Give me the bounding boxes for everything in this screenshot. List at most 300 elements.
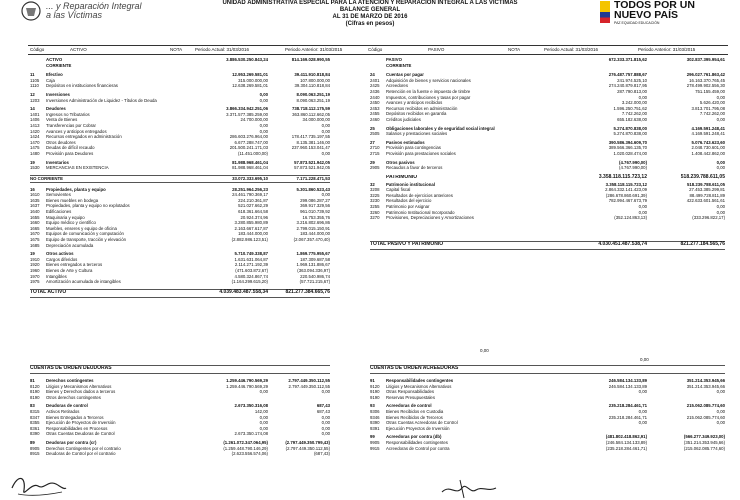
row-current: (235.218.284.461,71)	[605, 445, 647, 451]
row-current: 0,00	[259, 420, 268, 426]
row-current: 201.500.241.171,03	[229, 145, 268, 151]
row-previous: 299.086.287,27	[300, 197, 330, 203]
row-code: 2453	[370, 105, 380, 111]
assets-total: TOTAL ACTIVO 4.039.483.487.558,34 821.277.384.665,76	[30, 289, 330, 298]
row-code: 1406	[30, 117, 40, 123]
row-current: 246.584.134.133,89	[608, 378, 647, 383]
row-label: Derechos contingentes	[46, 378, 94, 383]
table-row	[30, 165, 330, 171]
row-current: (4.767.990,00)	[619, 165, 647, 171]
row-current: 5.274.870.838,00	[613, 125, 647, 131]
row-label: Bienes Recibidos en Custodia	[386, 408, 444, 414]
row-label: Deudores	[46, 106, 66, 112]
row-previous: 0,00	[716, 159, 725, 165]
row-current: (481.802.418.862,91)	[605, 434, 647, 440]
row-code: 99	[370, 434, 375, 440]
row-label: Responsabilidades contingentes	[386, 439, 448, 445]
row-current: 1.596.250.751,62	[613, 105, 647, 111]
row-label: Salarios y prestaciones sociales	[386, 131, 448, 137]
row-current: (352.124.863,13)	[614, 215, 647, 221]
row-label: Propiedades, planta y equipo	[46, 186, 106, 192]
row-code: 2436	[370, 88, 380, 94]
report-title	[180, 0, 560, 28]
row-previous: 278.499.902.556,30	[686, 83, 725, 89]
assets-current-label: CORRIENTE	[46, 62, 72, 68]
patrimonio-rows	[370, 182, 725, 221]
row-code: 24	[370, 72, 375, 78]
col-nota-r: NOTA	[508, 47, 521, 52]
row-previous: 2.048.730.601,00	[691, 145, 725, 151]
row-label: Retención en la fuente e impuesto de timbre	[386, 88, 471, 94]
row-previous: 237.960.153.041,47	[291, 145, 330, 151]
row-current: (471.603.872,67)	[235, 268, 268, 273]
row-code: 2715	[370, 150, 380, 156]
row-code: 2905	[370, 165, 380, 171]
row-previous: 2.797.449.350.112,55	[288, 378, 330, 383]
row-current: 0,00	[638, 209, 647, 215]
row-current: 81.988.968.461,04	[232, 159, 268, 165]
row-previous: 34.000.000,00	[302, 117, 330, 123]
row-label: Otros derechos contingentes	[46, 394, 101, 400]
signature-right	[440, 478, 500, 500]
row-previous: 1.969.131.886,67	[296, 262, 330, 268]
row-previous: 215.062.085.774,60	[686, 414, 725, 420]
row-previous: 39.304.110.818,84	[294, 83, 330, 89]
row-label: Efectivo	[46, 72, 63, 78]
row-code: 19	[30, 251, 35, 257]
row-label: Impuestos, contribuciones y tasas por pagar	[386, 94, 471, 100]
row-previous: 351.214.353.945,66	[686, 383, 725, 389]
row-current: 0,00	[638, 389, 647, 395]
row-current: (246.584.134.133,89)	[605, 439, 647, 445]
row-current: 4.580.324.867,74	[234, 273, 268, 279]
row-label: Recaudos a favor de terceros	[386, 165, 443, 171]
row-label: Patrimonio institucional	[386, 181, 435, 187]
row-label: Inversiones	[46, 91, 70, 97]
row-previous: 2.799.015.150,91	[296, 225, 330, 231]
row-label: Maquinaria y equipo	[46, 214, 85, 220]
row-label: Responsabilidades contingentes	[386, 378, 454, 383]
row-label: Adquisición de bienes y servicios nacionales	[386, 77, 471, 83]
row-previous: 5.626.420,00	[699, 100, 725, 106]
row-current: 618.361.664,58	[238, 209, 268, 215]
row-previous: 57.873.521.942,05	[294, 165, 330, 171]
row-previous: 3.216.802.696,86	[296, 220, 330, 226]
row-current: 0,00	[259, 122, 268, 128]
row-label: Capital fiscal	[386, 187, 411, 193]
row-label: Resultados del ejercicio	[386, 198, 432, 204]
row-label: Pasivos estimados	[386, 139, 425, 145]
row-current: 2.163.667.617,87	[234, 225, 268, 231]
row-code: 8347	[30, 414, 40, 420]
title-line-2: BALANCE GENERAL	[339, 7, 401, 13]
row-current: (2.882.986.123,51)	[231, 237, 268, 243]
row-previous: 0,00	[716, 94, 725, 100]
row-code: 1660	[30, 220, 40, 226]
row-previous: 363.860.112.662,05	[292, 111, 330, 117]
entity-logo	[20, 0, 190, 22]
row-label: Activos Retirados	[46, 408, 80, 414]
row-previous: 0,00	[716, 389, 725, 395]
government-logo	[600, 0, 740, 28]
row-current: 0,00	[259, 414, 268, 420]
table-row	[30, 279, 330, 285]
row-current: 7.742.262,00	[621, 111, 647, 117]
row-previous: 0,00	[321, 431, 330, 437]
row-previous: 4.169.591.248,41	[691, 131, 725, 137]
row-previous: 16.753.355,76	[302, 214, 330, 220]
row-previous: 57.873.521.942,05	[294, 159, 330, 165]
row-current: 0,00	[638, 408, 647, 414]
row-code: 1975	[30, 279, 40, 285]
row-current: 246.584.134.133,89	[608, 383, 647, 389]
row-previous: 187.309.687,58	[300, 256, 330, 262]
logo-left-line-2: a las Víctimas	[46, 10, 103, 20]
row-code: 2460	[370, 116, 380, 122]
row-code: 1640	[30, 209, 40, 215]
row-label: Deudoras de Control por el contrario	[46, 451, 116, 457]
row-code: 1920	[30, 262, 40, 268]
orden-deudoras-panel	[30, 365, 330, 457]
row-label: Semovientes	[46, 192, 71, 198]
row-code: 1665	[30, 225, 40, 231]
row-code: 1530	[30, 165, 40, 171]
col-activo: ACTIVO	[70, 47, 87, 52]
row-code: 1970	[30, 273, 40, 279]
row-code: 8361	[30, 425, 40, 431]
row-current: 5.710.749.338,87	[234, 251, 268, 257]
row-current: 235.218.284.461,71	[608, 403, 647, 409]
row-label: Bienes Recibidos de Terceros	[386, 414, 443, 420]
row-label: Acreedores	[386, 83, 408, 89]
row-label: Bienes entregados a terceros	[46, 262, 103, 268]
row-code: 1637	[30, 203, 40, 209]
row-label: Intangibles	[46, 273, 67, 279]
assets-rows	[30, 72, 330, 171]
row-current: 389.566.366.135,70	[608, 145, 647, 151]
assets-rows-noncurrent	[30, 187, 330, 285]
row-previous: (687,43)	[313, 451, 330, 457]
row-previous: 0,00	[321, 414, 330, 420]
row-previous: 0,00	[321, 128, 330, 134]
row-label: Bienes de Arte y Cultura	[46, 268, 93, 273]
row-code: 1401	[30, 111, 40, 117]
row-current: 0,00	[259, 97, 268, 103]
row-code: 8905	[30, 445, 40, 451]
row-current: 1.631.631.064,87	[234, 256, 268, 262]
row-code: 3270	[370, 215, 380, 221]
row-code: 14	[30, 106, 35, 112]
row-previous: 4.169.591.248,41	[691, 125, 725, 131]
liabilities-panel	[370, 57, 725, 250]
row-label: Ejecución Proyectos de Inversión	[386, 425, 450, 431]
row-current: 0,00	[259, 425, 268, 431]
row-current: 2.114.271.192,39	[234, 262, 268, 268]
signature-left	[8, 470, 68, 500]
row-previous: (363.094.336,97)	[297, 268, 330, 273]
row-code: 8915	[30, 451, 40, 457]
row-current: (286.678.860.691,39)	[605, 192, 647, 198]
row-code: 3208	[370, 187, 380, 193]
coat-of-arms-icon	[20, 0, 42, 22]
row-code: 81	[30, 378, 35, 383]
row-label: Litigios y Mecanismos Alternativos	[386, 383, 452, 389]
flag-icon	[600, 1, 610, 23]
row-code: 1670	[30, 231, 40, 237]
assets-noncurrent: NO CORRIENTE 33.072.333.695,10 7.171.228.471,53	[30, 175, 330, 181]
row-code: 2440	[370, 94, 380, 100]
row-code: 2505	[370, 131, 380, 137]
row-label: Otros pasivos	[386, 159, 415, 165]
row-previous: (215.062.085.774,60)	[683, 445, 725, 451]
logo-left-line-1: ... y Reparación Integral	[46, 1, 142, 11]
row-current: 0,00	[638, 420, 647, 426]
row-current: 782.994.467.673,79	[608, 198, 647, 204]
row-code: 3230	[370, 198, 380, 204]
row-code: 1105	[30, 77, 40, 83]
row-label: MERCANCIAS EN EXISTENCIA	[46, 165, 109, 171]
row-previous: 296.027.761.863,42	[686, 72, 725, 78]
row-current: 24.700.000,00	[240, 117, 268, 123]
row-code: 8315	[30, 408, 40, 414]
row-label: Cuentas por pagar	[386, 72, 424, 78]
row-code: 3255	[370, 204, 380, 210]
row-current: 224.210.361,87	[238, 197, 268, 203]
row-previous: 0,00	[716, 204, 725, 210]
row-current: 2.673.350.174,08	[234, 431, 268, 437]
row-code: 1910	[30, 256, 40, 262]
row-label: Avances y anticipos recibidos	[386, 100, 443, 106]
row-label: Acreedoras de Control por contra	[386, 445, 450, 451]
orden-acreedoras-panel	[370, 365, 725, 451]
row-code: 1424	[30, 134, 40, 140]
row-code: 93	[370, 403, 375, 409]
row-previous: 8.090.063.251,19	[296, 97, 330, 103]
row-current: 0,00	[638, 94, 647, 100]
row-code: 1675	[30, 237, 40, 243]
row-label: Derechos Contingentes por el contrario	[46, 445, 121, 451]
row-current: 3.358.118.115.723,12	[605, 181, 647, 187]
row-label: Depreciación acumulada	[46, 242, 94, 248]
row-code: 8120	[30, 383, 40, 389]
orden-deudoras-header: CUENTAS DE ORDEN DEUDORAS	[30, 365, 330, 374]
row-label: Venta de Bienes	[46, 117, 78, 123]
row-label: Caja	[46, 77, 55, 83]
row-previous: 1.869.775.955,67	[296, 251, 330, 257]
row-code: 3225	[370, 192, 380, 198]
row-current: 28.251.964.256,23	[232, 186, 268, 192]
row-code: 1413	[30, 122, 40, 128]
row-code: 3260	[370, 209, 380, 215]
row-code: 8390	[30, 431, 40, 437]
row-previous: (2.067.357.470,40)	[293, 237, 330, 243]
row-previous: 7.742.262,00	[699, 111, 725, 117]
row-previous: (2.797.449.350.799,43)	[285, 439, 330, 445]
header-rule-top	[28, 45, 728, 46]
row-label: Muebles, enseres y equipo de oficina	[46, 225, 117, 231]
row-previous: (57.721.215,67)	[299, 279, 330, 285]
row-code: 25	[370, 125, 375, 131]
row-code: 29	[370, 159, 375, 165]
row-previous: 961.010.739,92	[300, 209, 330, 215]
row-code: 27	[370, 139, 375, 145]
row-code: 9905	[370, 439, 380, 445]
row-previous: 5.301.860.523,43	[296, 186, 330, 192]
row-code: 32	[370, 181, 375, 187]
row-previous: 16.163.370.765,45	[689, 77, 725, 83]
row-label: Ejecución de Proyectos de Inversión	[46, 420, 116, 426]
row-previous: (351.214.353.945,66)	[683, 439, 725, 445]
row-previous: 178.417.735.197,55	[291, 134, 330, 140]
row-label: Recursos entregados en administración	[46, 134, 122, 140]
row-previous: 5.076.743.623,60	[691, 139, 725, 145]
row-code: 1685	[30, 242, 40, 248]
row-code: 9915	[370, 445, 380, 451]
row-code: 83	[30, 403, 35, 409]
row-current: 390.586.394.609,70	[608, 139, 647, 145]
assets-panel	[30, 57, 330, 298]
row-code: 9390	[370, 420, 380, 426]
patrimonio-header: PATRIMONIO 3.358.118.115.723,12 518.239.788.611,05	[386, 173, 725, 180]
row-code: 11	[30, 72, 35, 78]
row-code: 2401	[370, 77, 380, 83]
row-current: 3.371.577.385.259,00	[226, 111, 268, 117]
row-code: 9346	[370, 414, 380, 420]
row-previous: 39.411.910.818,84	[294, 72, 330, 78]
row-current: 655.182.638,00	[617, 116, 647, 122]
row-label: Reservas Presupuestales	[386, 394, 435, 400]
row-code: 1480	[30, 150, 40, 156]
row-label: Acreedoras de control	[386, 403, 432, 409]
logo-right-line-3: PAZ EQUIDAD EDUCACIÓN	[614, 21, 660, 25]
row-current: 286.603.276.964,00	[229, 134, 268, 140]
row-code: 2450	[370, 100, 380, 106]
row-code: 1110	[30, 83, 39, 89]
logo-right-line-1: TODOS POR UN	[614, 0, 695, 11]
row-label: Patrimonio por Asignar	[386, 204, 430, 210]
table-row	[370, 165, 725, 171]
row-code: 8190	[30, 389, 40, 395]
row-code: 1203	[30, 97, 40, 103]
row-current: (2.623.556.574,06)	[231, 451, 268, 457]
row-code: 1420	[30, 128, 40, 134]
row-current: 521.027.662,29	[238, 203, 268, 209]
row-previous: 0,00	[716, 165, 725, 171]
row-current: 3.866.334.942.251,06	[226, 106, 268, 112]
logo-right-line-2: NUEVO PAÍS	[614, 9, 678, 21]
row-label: Otras Responsabilidades	[386, 389, 435, 395]
row-label: Edificaciones	[46, 209, 72, 215]
row-label: Responsabilidades en Procesos	[46, 425, 108, 431]
row-previous: 0,00	[716, 116, 725, 122]
row-current: 315.000.000,00	[238, 77, 268, 83]
liabilities-rows	[370, 72, 725, 171]
table-row	[370, 446, 725, 452]
row-label: Deudoras por contra (cr)	[46, 439, 97, 445]
row-current: 2.673.350.316,08	[234, 403, 268, 409]
row-previous: 0,00	[321, 122, 330, 128]
row-label: Ingresos no Tributarios	[46, 111, 90, 117]
row-label: Cargos diferidos	[46, 256, 78, 262]
row-previous: (2.797.449.350.112,55)	[285, 445, 330, 451]
row-label: Patrimonio Institucional Incorporado	[386, 209, 455, 215]
row-previous: 687,43	[316, 403, 330, 409]
row-code: 9120	[370, 383, 380, 389]
row-previous: 738.718.112.175,59	[292, 106, 330, 112]
row-current: 274.240.879.817,95	[608, 83, 647, 89]
col-actual-r: Periodo Actual: 31/03/2016	[544, 47, 599, 52]
row-previous: 422.633.601.561,61	[686, 198, 725, 204]
row-label: Provisiones, Depreciaciones y Amortizaciones	[386, 215, 474, 221]
orden-deudoras-rows	[30, 378, 330, 457]
row-code: 2455	[370, 111, 380, 117]
row-label: Bienes muebles en bodega	[46, 197, 99, 203]
row-code: 2710	[370, 145, 380, 151]
row-previous: 27.453.385.299,81	[689, 187, 725, 193]
row-current: 12.638.269.581,01	[232, 83, 268, 89]
row-current: 0,00	[259, 91, 268, 97]
row-label: Obligaciones laborales y de seguridad social integral	[386, 125, 495, 131]
row-label: Bienes Entregados a Terceros	[46, 414, 104, 420]
row-previous: 220.540.986,74	[300, 273, 330, 279]
row-previous: 183.444.000,00	[300, 231, 330, 237]
row-label: Equipo de transporte, tracción y elevación	[46, 237, 127, 243]
row-current: 20.924.374,96	[240, 214, 268, 220]
row-label: Inventarios	[46, 159, 69, 165]
liabilities-current-label: CORRIENTE	[386, 62, 412, 68]
row-label: Recursos recibidos en administración	[386, 105, 458, 111]
row-current: 287.790.813,00	[617, 88, 647, 94]
row-label: Amortización acumulada de intangibles	[46, 279, 121, 285]
row-current: 142,00	[254, 408, 268, 414]
col-code: Código	[30, 47, 45, 52]
row-code: 9306	[370, 408, 380, 414]
row-label: Bienes y Derechos dados a terceros	[46, 389, 116, 395]
row-current: 241.974.525,10	[617, 77, 647, 83]
row-previous: 8.135.381.146,00	[296, 139, 330, 145]
row-label: Créditos judiciales	[386, 116, 421, 122]
row-code: 1960	[30, 268, 40, 273]
row-previous: 215.062.085.774,60	[686, 403, 725, 409]
row-code: 9190	[370, 394, 380, 400]
row-code: 1635	[30, 197, 40, 203]
row-label: Otros activos	[46, 251, 74, 257]
row-label: Propiedades, planta y equipo no explotados	[46, 203, 130, 209]
row-label: Acreedoras por contra (db)	[386, 434, 442, 440]
liabilities-total: TOTAL PASIVO Y PATRIMONIO 4.030.451.487.538,74 821.277.184.565,76	[370, 241, 725, 250]
col-actual: Periodo Actual: 31/03/2016	[195, 47, 250, 52]
title-line-1: UNIDAD ADMINISTRATIVA ESPECIAL PARA LA ATENCION Y REPARACION INTEGRAL A LAS VICTIMAS	[222, 0, 518, 6]
row-label: Transferencias por Cobrar	[46, 122, 96, 128]
orden-acreedoras-rows	[370, 378, 725, 451]
row-code: 91	[370, 378, 375, 383]
title-line-4: (Cifras en pesos)	[345, 21, 395, 27]
row-code: 9391	[370, 425, 380, 431]
row-current: 24.461.790.369,17	[232, 192, 268, 198]
row-current: 3.280.855.980,89	[234, 220, 268, 226]
row-current: 0,00	[259, 128, 268, 134]
row-previous: 2.797.449.350.112,55	[288, 383, 330, 389]
liabilities-total-header: PASIVO 672.333.371.815,62 302.837.395.954,61	[386, 57, 725, 62]
row-current: 6.677.288.747,00	[234, 139, 268, 145]
row-code: 9190	[370, 389, 380, 395]
header-rule-bottom	[28, 54, 728, 55]
row-current: (1.259.448.790.146,29)	[223, 445, 268, 451]
row-current: (4.767.990,00)	[619, 159, 647, 165]
row-current: 1.259.446.790.569,29	[226, 383, 268, 389]
row-label: Depósitos en instituciones financieras	[46, 83, 118, 89]
row-label: Equipo médico y científico	[46, 220, 96, 226]
